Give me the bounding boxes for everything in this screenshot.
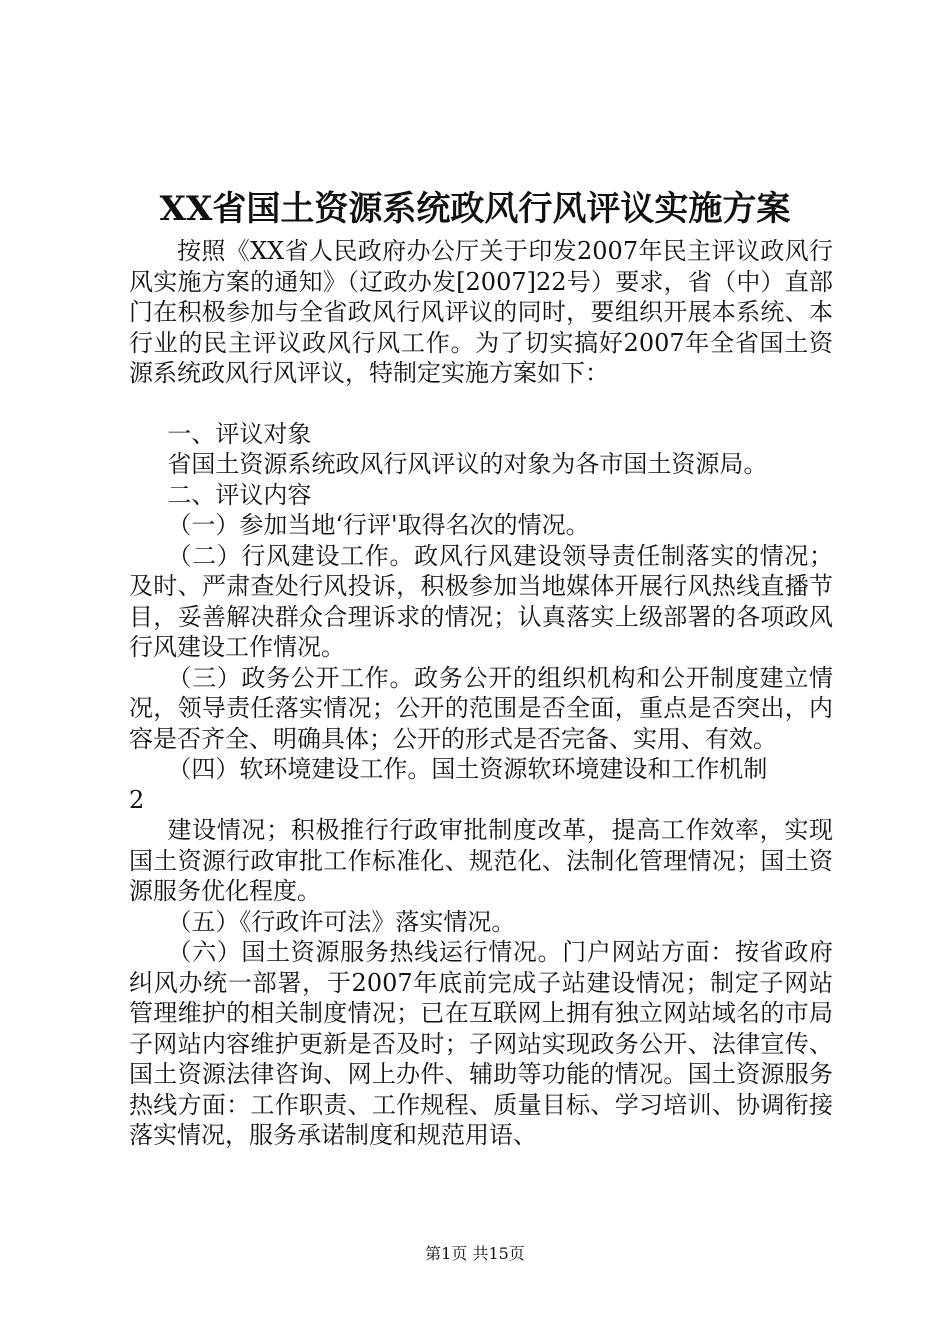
section-text-targets: 省国土资源系统政风行风评议的对象为各市国土资源局。 <box>167 450 768 478</box>
list-item-3: （三）政务公开工作。政务公开的组织机构和公开制度建立情况，领导责任落实情况；公开的范围是否全面，重点是否突出，内容是否齐全、明确具体；公开的形式是否完备、实用、有效。 <box>129 663 833 753</box>
document-title: XX省国土资源系统政风行风评议实施方案 <box>159 189 791 229</box>
list-item-4-continued: 建设情况；积极推行行政审批制度改革，提高工作效率，实现国土资源行政审批工作标准化、规范化、法制化管理情况；国土资源服务优化程度。 <box>129 816 833 905</box>
paragraph-gap <box>129 389 833 419</box>
list-item-4: （四）软环境建设工作。国土资源软环境建设和工作机制 <box>167 755 768 783</box>
list-item-2: （二）行风建设工作。政风行风建设领导责任制落实的情况；及时、严肃查处行风投诉，积极参加当地媒体开展行风热线直播节目，妥善解决群众合理诉求的情况；认真落实上级部署的各项政风行风建设工作情况。 <box>129 541 833 661</box>
intro-paragraph: 按照《XX省人民政府办公厅关于印发2007年民主评议政风行风实施方案的通知》（辽政办发[2007]22号）要求，省（中）直部门在积极参加与全省政风行风评议的同时，要组织开展本系统、本行业的民主评议政风行风工作。为了切实搞好2007年全省国土资源系统政风行风评议，特制定实施方案如下： <box>129 237 833 387</box>
list-item-1: （一）参加当地‘行评'取得名次的情况。 <box>167 511 590 539</box>
list-item-5: （五）《行政许可法》落实情况。 <box>167 907 516 936</box>
section-heading-content: 二、评议内容 <box>167 480 312 509</box>
stray-page-number: 2 <box>129 785 145 814</box>
list-item-6: （六）国土资源服务热线运行情况。门户网站方面：按省政府纠风办统一部署，于2007年底前完成子站建设情况；制定子网站管理维护的相关制度情况；已在互联网上拥有独立网站域名的市局子网站内容维护更新是否及时；子网站实现政务公开、法律宣传、国土资源法律咨询、网上办件、辅助等功能的情况。国土资源服务热线方面：工作职责、工作规程、质量目标、学习培训、协调衔接落实情况，服务承诺制度和规范用语、 <box>129 938 833 1149</box>
section-heading-targets: 一、评议对象 <box>167 419 312 448</box>
document-body <box>129 236 833 1151</box>
page-footer: 第1页 共15页 <box>425 1244 525 1263</box>
